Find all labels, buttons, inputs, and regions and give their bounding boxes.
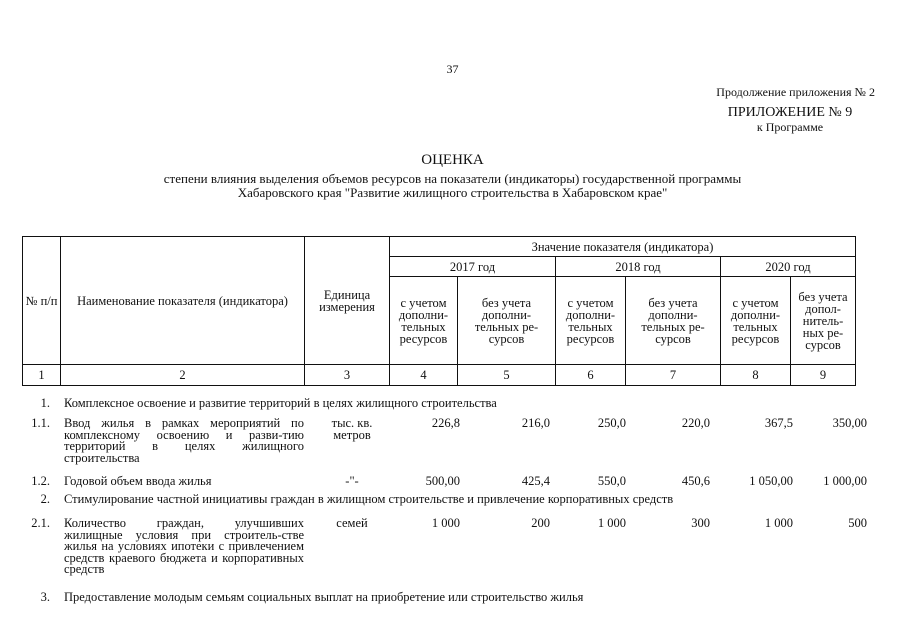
section-title: Стимулирование частной инициативы граждан в жилищном строительстве и привлечение корпоративных средств (64, 492, 674, 506)
column-number: 1 (23, 365, 61, 386)
value-2017-without: 200 (531, 516, 550, 530)
header-with-resources: с учетом дополни-тельных ресурсов (721, 277, 791, 365)
continuation-note: Продолжение приложения № 2 (716, 85, 875, 99)
value-2020-with: 1 000 (764, 516, 793, 530)
indicator-unit: -"- (345, 474, 359, 488)
appendix-title: ПРИЛОЖЕНИЕ № 9 (727, 105, 853, 120)
indicator-unit: тыс. кв. метров (331, 416, 373, 442)
value-2018-without: 220,0 (681, 416, 710, 430)
header-without-resources: без учета дополни-тельных ре-сурсов (458, 277, 556, 365)
value-2020-without: 500 (848, 516, 867, 530)
column-number: 3 (305, 365, 390, 386)
value-2017-without: 216,0 (521, 416, 550, 430)
value-2018-with: 550,0 (597, 474, 626, 488)
indicator-table-header (22, 236, 856, 386)
value-2017-with: 1 000 (431, 516, 460, 530)
header-without-resources: без учета дополни-тельных ре-сурсов (626, 277, 721, 365)
appendix-subtitle: к Программе (756, 120, 824, 134)
indicator-name: Годовой объем ввода жилья (64, 474, 212, 488)
value-2018-without: 450,6 (681, 474, 710, 488)
value-2020-without: 1 000,00 (823, 474, 867, 488)
header-with-resources: с учетом дополни-тельных ресурсов (556, 277, 626, 365)
value-2020-with: 1 050,00 (749, 474, 793, 488)
value-2018-with: 250,0 (597, 416, 626, 430)
column-number: 9 (791, 365, 856, 386)
indicator-name: Количество граждан, улучшивших жилищные условия при строитель-стве жилья на условиях ипотеки с привлечением средств краевого бюджета и корпоративных средств (64, 516, 304, 576)
header-indicator-name: Наименование показателя (индикатора) (61, 237, 305, 365)
document-title: ОЦЕНКА (421, 152, 484, 168)
header-unit: Единица измерения (305, 237, 390, 365)
row-number: 2. (40, 492, 50, 506)
row-number: 1. (40, 396, 50, 410)
document-subtitle (60, 172, 845, 200)
value-2018-with: 1 000 (597, 516, 626, 530)
appendix-block (715, 105, 865, 134)
header-with-resources: с учетом дополни-тельных ресурсов (390, 277, 458, 365)
value-2017-with: 500,00 (425, 474, 460, 488)
subtitle-line-1: степени влияния выделения объемов ресурсов на показатели (индикаторы) государственной программы (163, 171, 742, 186)
header-year-2018: 2018 год (556, 257, 721, 277)
value-2020-without: 350,00 (832, 416, 867, 430)
column-number: 8 (721, 365, 791, 386)
column-number: 4 (390, 365, 458, 386)
row-number: 1.2. (31, 474, 50, 488)
row-number: 3. (40, 590, 50, 604)
column-number: 2 (61, 365, 305, 386)
column-number: 6 (556, 365, 626, 386)
header-without-resources: без учета допол-нитель-ных ре-сурсов (791, 277, 856, 365)
value-2017-with: 226,8 (431, 416, 460, 430)
row-number: 1.1. (31, 416, 50, 430)
value-2017-without: 425,4 (521, 474, 550, 488)
value-2018-without: 300 (691, 516, 710, 530)
section-title: Предоставление молодым семьям социальных выплат на приобретение или строительство жилья (64, 590, 584, 604)
subtitle-line-2: Хабаровского края "Развитие жилищного строительства в Хабаровском крае" (237, 185, 668, 200)
row-number: 2.1. (31, 516, 50, 530)
indicator-unit: семей (336, 516, 368, 530)
header-year-2017: 2017 год (390, 257, 556, 277)
header-value: Значение показателя (индикатора) (390, 237, 856, 257)
column-number: 7 (626, 365, 721, 386)
section-title: Комплексное освоение и развитие территорий в целях жилищного строительства (64, 396, 497, 410)
indicator-name: Ввод жилья в рамках мероприятий по комплексному освоению и разви-тию территорий в целях жилищного строительства (64, 416, 304, 465)
header-number: № п/п (23, 237, 61, 365)
header-year-2020: 2020 год (721, 257, 856, 277)
page-number: 37 (446, 62, 459, 76)
value-2020-with: 367,5 (764, 416, 793, 430)
column-number: 5 (458, 365, 556, 386)
